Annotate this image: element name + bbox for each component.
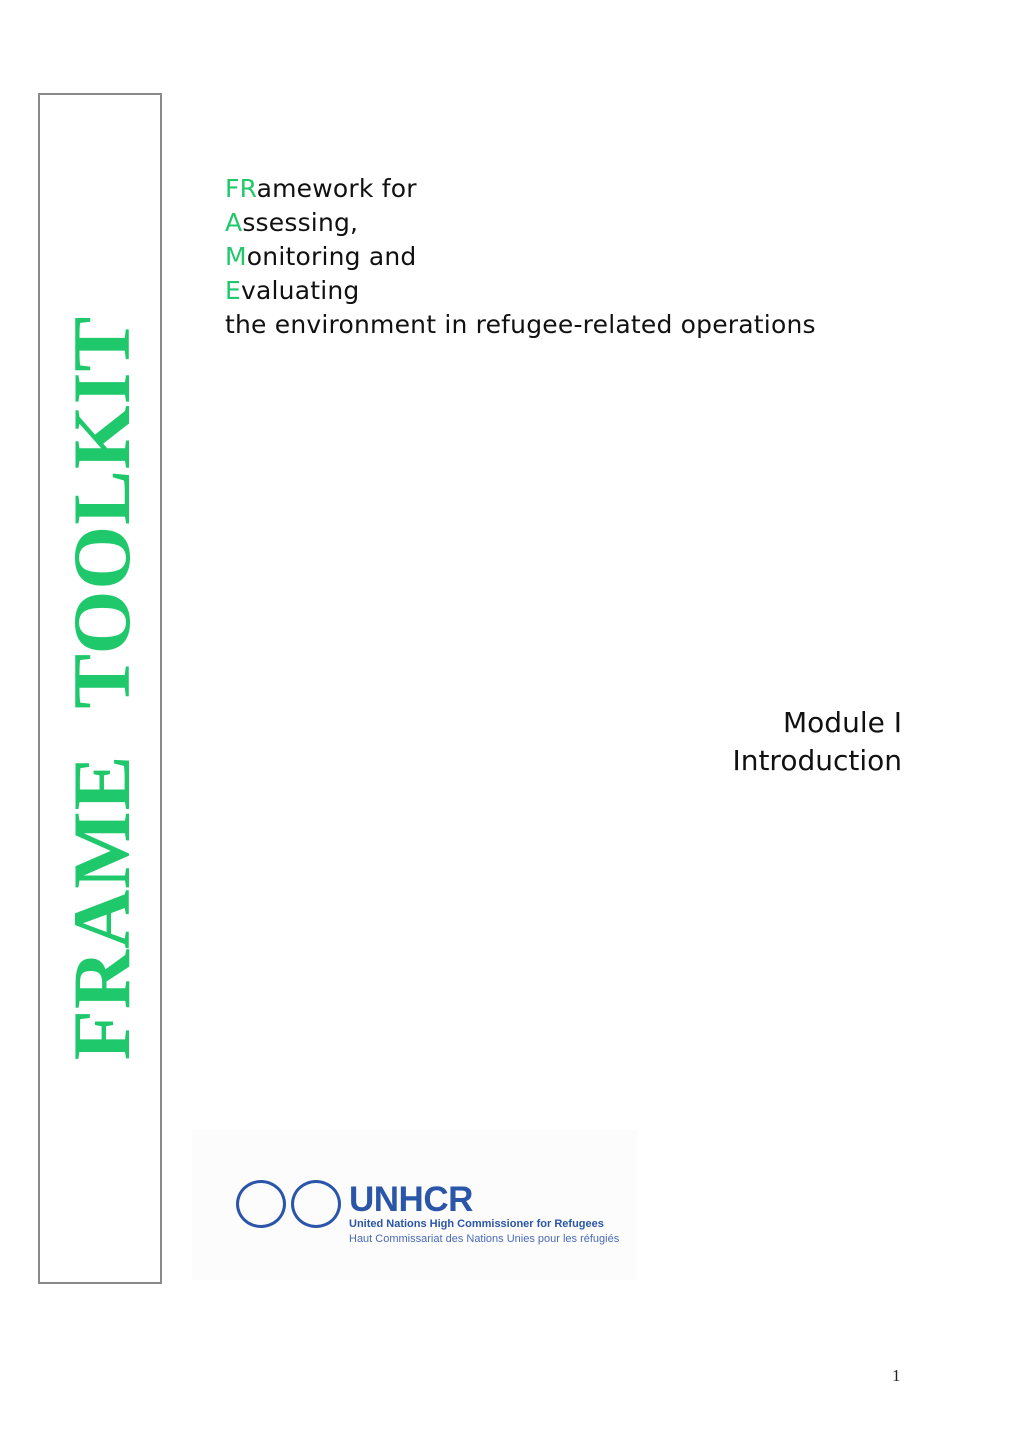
module-number: Module I	[783, 706, 902, 739]
vertical-title	[55, 316, 149, 1060]
acronym-letter: M	[225, 242, 247, 271]
acronym-expansion	[225, 172, 816, 342]
unhcr-emblem-icon	[291, 1180, 341, 1228]
un-emblem-icon	[236, 1180, 286, 1228]
acronym-text: onitoring and	[246, 242, 417, 271]
acronym-letter: A	[225, 208, 243, 237]
acronym-text: ssessing,	[242, 208, 359, 237]
title-word-frame: FRAME	[56, 754, 147, 1061]
logo-line-en: United Nations High Commissioner for Refugees	[349, 1218, 604, 1230]
logo-line-fr: Haut Commissariat des Nations Unies pour les réfugiés	[349, 1233, 620, 1245]
acronym-line	[225, 172, 816, 206]
module-heading	[732, 704, 902, 780]
acronym-line	[225, 206, 816, 240]
acronym-line	[225, 274, 816, 308]
acronym-text: the environment in refugee-related operations	[225, 310, 816, 339]
acronym-line	[225, 240, 816, 274]
acronym-text: valuating	[241, 276, 360, 305]
title-word-toolkit: TOOLKIT	[56, 315, 147, 709]
acronym-letter: E	[225, 276, 241, 305]
logo-name: UNHCR	[349, 1180, 473, 1219]
unhcr-logo	[192, 1130, 637, 1280]
acronym-line	[225, 308, 816, 342]
acronym-letter: FR	[225, 174, 257, 203]
page-number: 1	[892, 1366, 901, 1385]
module-title: Introduction	[732, 744, 902, 777]
acronym-text: amework for	[256, 174, 417, 203]
